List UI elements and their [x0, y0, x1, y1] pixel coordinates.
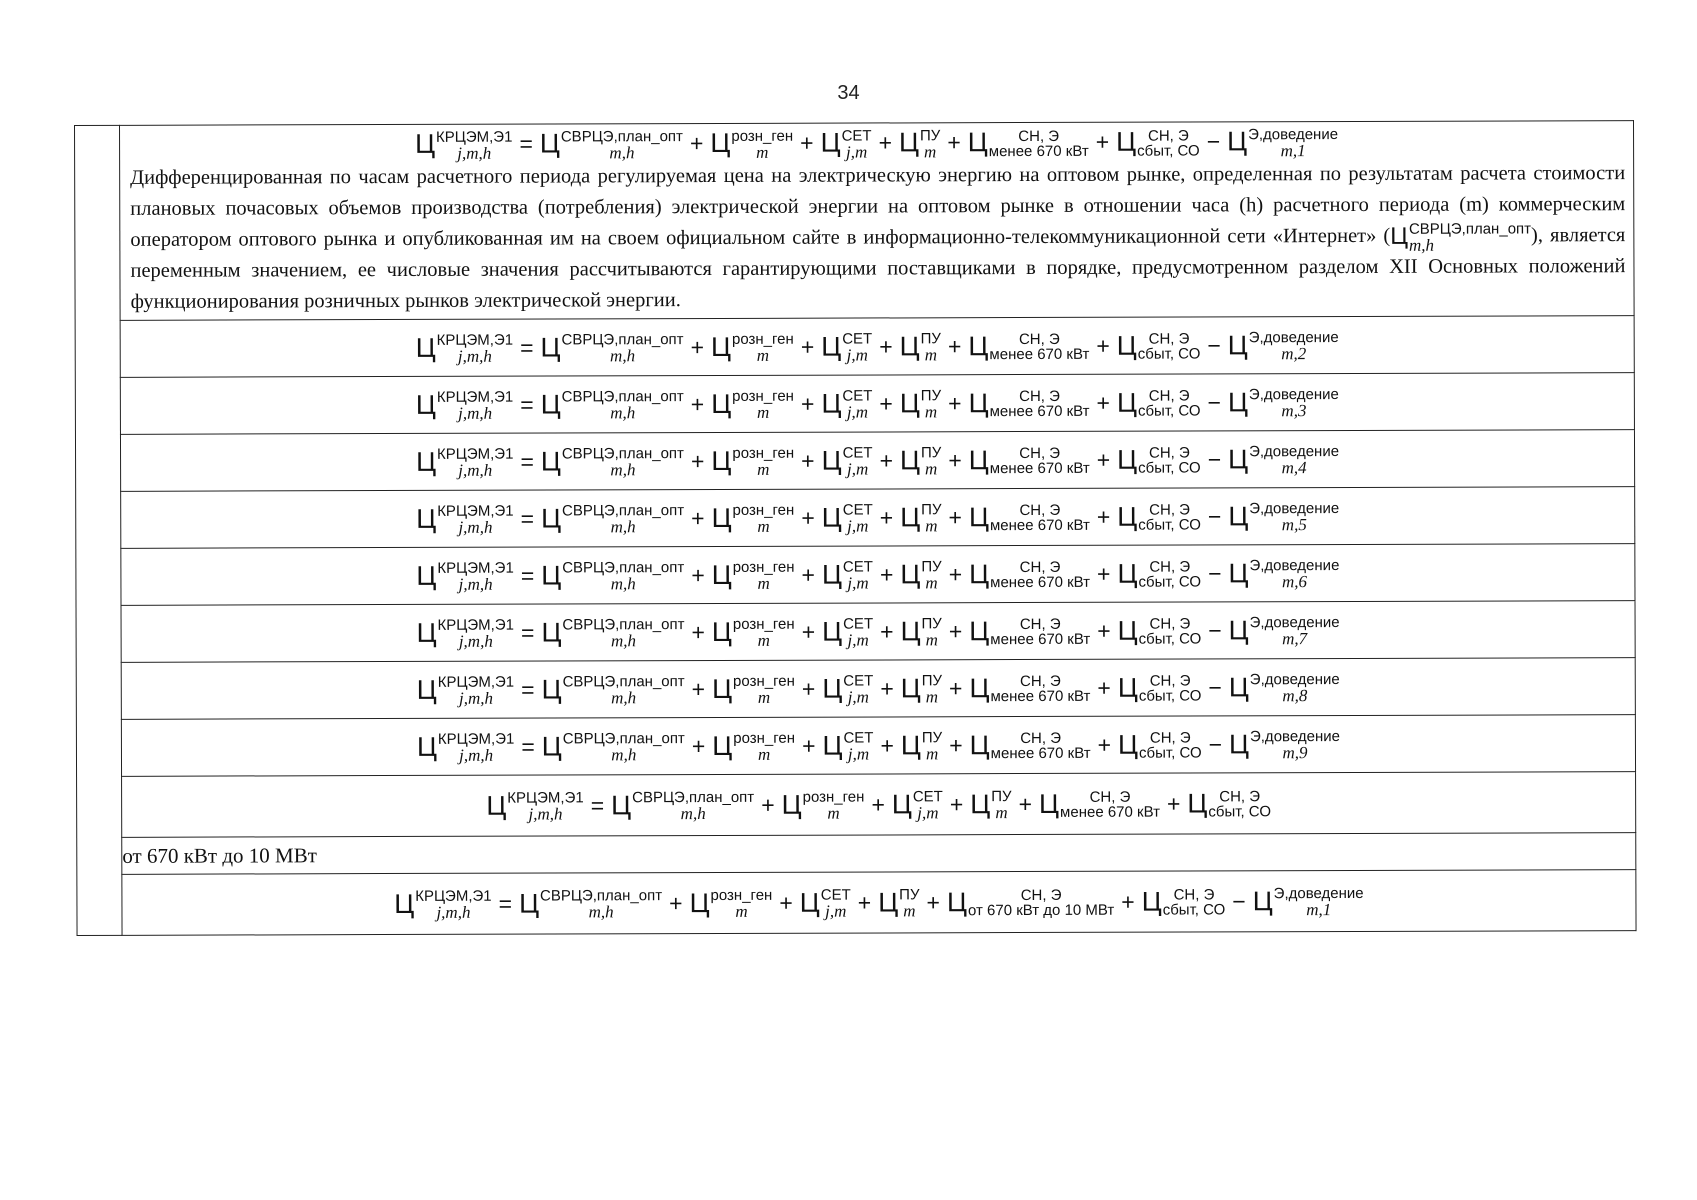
formula-term: Ц СВРЦЭ,план_опт m,h — [611, 788, 755, 824]
formula-term: Ц СН, Э менее 670 кВт — [967, 127, 1089, 160]
paragraph-text-before: Дифференцированная по часам расчетного периода регулируемая цена на электрическую энергию на оптовом рынке, определенная по результатам расчета стоимости плановых почасовых объемов производства (потребления) электрической энергии на оптовом рынке в отношении часа (h) расчетного периода (m) коммерческим оператором оптового рынка и опубликованная им на своем официальном сайте в информационно-телекоммуникационной сети «Интернет» ( — [130, 162, 1626, 251]
paragraph-text-after: ), является переменным значением, ее числовые значения рассчитываются гарантирующими поставщиками в порядке, предусмотренном разделом XII Основных положений функционирования розничных рынков электрической энергии. — [130, 224, 1626, 313]
formula-7 — [416, 614, 1340, 651]
operator: + — [801, 447, 815, 474]
formula-term: Ц КРЦЭМ,Э1 j,m,h — [416, 502, 514, 537]
operator: = — [520, 391, 534, 418]
operator: + — [878, 129, 893, 156]
formula-term: Ц ПУ m — [900, 558, 942, 593]
operator: + — [926, 888, 940, 915]
operator: + — [1096, 503, 1111, 530]
operator: + — [880, 731, 894, 758]
formula-term: Ц ПУ m — [878, 886, 920, 921]
formula-9 — [416, 728, 1340, 765]
formula-term: Ц розн_ген m — [711, 501, 795, 536]
formula-term: Ц ПУ m — [900, 615, 942, 650]
operator: + — [948, 503, 962, 530]
formula-term: Ц СН, Э менее 670 кВт — [1038, 788, 1160, 821]
table-row — [76, 544, 1635, 606]
operator: − — [1207, 445, 1222, 472]
operator: + — [879, 332, 893, 359]
formula-term: Ц КРЦЭМ,Э1 j,m,h — [414, 128, 513, 163]
formula-term: Ц СВРЦЭ,план_опт m,h — [539, 127, 683, 162]
formula-term: Ц Э,доведение m,7 — [1228, 614, 1340, 649]
formula-term: Ц КРЦЭМ,Э1 j,m,h — [486, 789, 584, 824]
table-row — [77, 833, 1636, 875]
table-row — [75, 316, 1634, 378]
operator: − — [1207, 388, 1221, 415]
operator: = — [520, 505, 535, 532]
formula-term: Ц Э,доведение m,4 — [1228, 443, 1340, 478]
formula-term: Ц ПУ m — [898, 126, 941, 161]
formula-term: Ц СЕТ j,m — [821, 501, 873, 536]
formula-term: Ц СН, Э от 670 кВт до 10 МВт — [946, 886, 1115, 920]
formula-term: Ц СН, Э сбыт, СО — [1141, 886, 1226, 919]
operator: + — [800, 129, 814, 156]
formula-table — [74, 120, 1637, 936]
formula-8 — [416, 671, 1340, 708]
table-row — [77, 870, 1636, 936]
operator: − — [1207, 559, 1222, 586]
formula-term: Ц СН, Э сбыт, СО — [1116, 330, 1201, 363]
formula-term: Ц розн_ген m — [781, 788, 865, 823]
operator: + — [1097, 731, 1112, 758]
formula-term: Ц КРЦЭМ,Э1 j,m,h — [394, 887, 492, 922]
operator: − — [1208, 673, 1222, 700]
formula-term: Ц СЕТ j,m — [891, 788, 943, 823]
formula-term: Ц КРЦЭМ,Э1 j,m,h — [415, 388, 514, 423]
formula-term: Ц СН, Э сбыт, СО — [1116, 126, 1200, 160]
operator: + — [1096, 332, 1110, 359]
formula-term: Ц КРЦЭМ,Э1 j,m,h — [415, 445, 514, 480]
formula-term: Ц СВРЦЭ,план_опт m,h — [541, 616, 685, 651]
operator: + — [949, 731, 963, 758]
operator: + — [690, 390, 705, 417]
operator: = — [590, 791, 605, 818]
operator: = — [520, 448, 534, 475]
operator: − — [1232, 887, 1246, 914]
operator: + — [800, 390, 815, 417]
operator: = — [521, 676, 535, 703]
formula-term: Ц ПУ m — [899, 387, 942, 422]
operator: + — [689, 130, 704, 157]
formula-term: Ц СН, Э сбыт, СО — [1187, 787, 1272, 821]
formula-term: Ц СН, Э сбыт, СО — [1117, 444, 1201, 477]
formula-term: Ц СН, Э сбыт, СО — [1117, 615, 1202, 648]
operator: + — [1095, 128, 1110, 155]
operator: + — [1096, 446, 1111, 473]
operator: − — [1207, 502, 1222, 529]
operator: = — [520, 619, 535, 646]
operator: + — [691, 618, 705, 645]
formula-term: Ц ПУ m — [970, 788, 1012, 823]
formula-term: Ц розн_ген m — [689, 886, 773, 921]
operator: + — [1166, 790, 1181, 817]
formula-term: Ц КРЦЭМ,Э1 j,m,h — [416, 730, 515, 765]
formula-10 — [486, 787, 1272, 824]
operator: + — [761, 791, 775, 818]
operator: = — [521, 733, 535, 760]
table-row — [75, 430, 1634, 492]
formula-term: Ц КРЦЭМ,Э1 j,m,h — [415, 331, 514, 366]
formula-term: Ц Э,доведение m,1 — [1227, 125, 1339, 160]
formula-term: Ц Э,доведение m,5 — [1228, 500, 1340, 535]
formula-term: Ц розн_ген m — [711, 558, 795, 593]
formula-term: Ц розн_ген m — [710, 330, 794, 365]
operator: + — [947, 332, 962, 359]
formula-term: Ц Э,доведение m,9 — [1228, 728, 1340, 763]
formula-term: Ц Э,доведение m,6 — [1228, 557, 1340, 592]
formula-term: Ц СЕТ j,m — [820, 126, 872, 162]
formula-11 — [394, 884, 1364, 922]
formula-term: Ц СН, Э сбыт, СО — [1117, 501, 1201, 534]
formula-term: Ц розн_ген m — [711, 387, 794, 422]
formula-term: Ц КРЦЭМ,Э1 j,m,h — [416, 673, 515, 708]
formula-term: Ц СЕТ j,m — [821, 330, 873, 365]
formula-term: Ц ПУ m — [900, 672, 943, 707]
formula-term: Ц КРЦЭМ,Э1 j,m,h — [416, 616, 514, 651]
operator: + — [779, 889, 793, 916]
formula-term: Ц СН, Э менее 670 кВт — [968, 444, 1090, 478]
operator: + — [1096, 389, 1110, 416]
operator: + — [1097, 617, 1111, 644]
formula-2 — [415, 329, 1339, 366]
formula-term: Ц СВРЦЭ,план_опт m,h — [540, 388, 684, 423]
formula-term: Ц розн_ген m — [711, 444, 795, 479]
operator: + — [871, 790, 885, 817]
table-row — [75, 373, 1634, 435]
formula-term: Ц розн_ген m — [710, 127, 794, 162]
operator: + — [948, 560, 963, 587]
operator: − — [1206, 128, 1221, 155]
table-row — [76, 658, 1635, 720]
operator: + — [691, 561, 705, 588]
operator: + — [669, 889, 683, 916]
formula-term: Ц СН, Э менее 670 кВт — [969, 558, 1091, 592]
operator: + — [691, 732, 706, 759]
formula-term: Ц ПУ m — [900, 729, 943, 764]
formula-term: Ц СН, Э сбыт, СО — [1116, 387, 1201, 420]
formula-term: Ц СЕТ j,m — [799, 886, 851, 921]
formula-term: Ц СН, Э менее 670 кВт — [968, 501, 1090, 535]
formula-3 — [415, 386, 1339, 423]
formula-term: Ц ПУ m — [900, 501, 942, 536]
operator: + — [857, 888, 872, 916]
operator: + — [879, 503, 894, 530]
left-margin-column — [75, 125, 123, 935]
operator: + — [947, 129, 961, 156]
formula-term: Ц СН, Э менее 670 кВт — [968, 387, 1090, 421]
formula-term: Ц СВРЦЭ,план_опт m,h — [541, 673, 685, 708]
formula-term: Ц СЕТ j,m — [822, 672, 874, 707]
operator: = — [520, 562, 535, 589]
operator: + — [801, 675, 816, 702]
formula-term: Ц СН, Э менее 670 кВт — [969, 615, 1091, 649]
operator: − — [1208, 730, 1223, 757]
operator: + — [1096, 560, 1111, 587]
table-row — [76, 487, 1635, 549]
operator: + — [948, 389, 962, 416]
definition-paragraph — [120, 156, 1633, 320]
formula-term: Ц СВРЦЭ,план_опт m,h — [540, 331, 684, 366]
table-row — [75, 121, 1635, 321]
formula-term: Ц КРЦЭМ,Э1 j,m,h — [416, 559, 514, 594]
formula-term: Ц розн_ген m — [711, 615, 795, 650]
operator: + — [948, 446, 962, 473]
operator: + — [690, 447, 705, 474]
table-row — [76, 715, 1635, 777]
operator: − — [1208, 616, 1222, 643]
operator: + — [801, 504, 815, 531]
operator: + — [1097, 674, 1111, 701]
operator: + — [948, 617, 963, 644]
operator: + — [1018, 790, 1033, 817]
formula-cell — [120, 121, 1635, 321]
operator: + — [880, 617, 894, 644]
formula-term: Ц ПУ m — [899, 444, 942, 479]
formula-term: Ц розн_ген m — [712, 729, 796, 764]
formula-term: Ц Э,доведение m,1 — [1252, 884, 1364, 920]
inline-term: Ц СВРЦЭ,план_опт m,h — [1390, 220, 1532, 256]
operator: + — [691, 504, 705, 531]
formula-4 — [415, 443, 1340, 480]
formula-term: Ц СЕТ j,m — [821, 387, 873, 422]
formula-term: Ц СН, Э сбыт, СО — [1117, 558, 1202, 591]
operator: + — [802, 732, 816, 759]
formula-term: Ц Э,доведение m,3 — [1227, 386, 1339, 421]
operator: = — [520, 334, 534, 361]
operator: + — [879, 446, 894, 473]
formula-term: Ц СН, Э сбыт, СО — [1117, 729, 1202, 762]
formula-term: Ц СЕТ j,m — [822, 729, 874, 764]
operator: + — [949, 790, 964, 817]
operator: + — [879, 389, 893, 416]
formula-term: Ц ПУ m — [899, 330, 941, 365]
operator: = — [519, 130, 533, 157]
formula-term: Ц Э,доведение m,2 — [1227, 329, 1339, 364]
page-number: 34 — [837, 82, 860, 104]
operator: + — [801, 561, 815, 588]
table-row — [77, 772, 1636, 838]
operator: + — [879, 560, 894, 587]
formula-term: Ц СВРЦЭ,план_опт m,h — [541, 502, 685, 537]
operator: + — [948, 674, 963, 701]
operator: + — [800, 333, 815, 360]
section-label: от 670 кВт до 10 МВт — [122, 833, 1636, 875]
formula-term: Ц Э,доведение m,8 — [1228, 671, 1340, 706]
formula-6 — [416, 557, 1340, 594]
formula-term: Ц СЕТ j,m — [822, 615, 874, 650]
operator: + — [880, 674, 894, 701]
operator: − — [1207, 331, 1221, 358]
formula-term: Ц СЕТ j,m — [821, 444, 873, 479]
formula-term: Ц СН, Э сбыт, СО — [1117, 672, 1202, 705]
operator: + — [801, 618, 816, 645]
operator: + — [1121, 888, 1135, 915]
formula-term: Ц СН, Э менее 670 кВт — [968, 330, 1090, 364]
formula-term: Ц СВРЦЭ,план_опт m,h — [541, 730, 685, 765]
formula-5 — [416, 500, 1340, 537]
operator: + — [691, 675, 706, 702]
formula-term: Ц СВРЦЭ,план_опт m,h — [540, 445, 684, 480]
formula-term: Ц розн_ген m — [712, 672, 795, 707]
table-row — [76, 601, 1635, 663]
formula-1 — [414, 125, 1339, 163]
operator: = — [498, 890, 513, 917]
formula-term: Ц СВРЦЭ,план_опт m,h — [541, 559, 685, 594]
formula-term: Ц СН, Э менее 670 кВт — [969, 729, 1091, 763]
formula-term: Ц СВРЦЭ,план_опт m,h — [519, 887, 663, 922]
formula-term: Ц СН, Э менее 670 кВт — [969, 672, 1091, 706]
formula-term: Ц СЕТ j,m — [821, 558, 873, 593]
operator: + — [690, 333, 705, 360]
